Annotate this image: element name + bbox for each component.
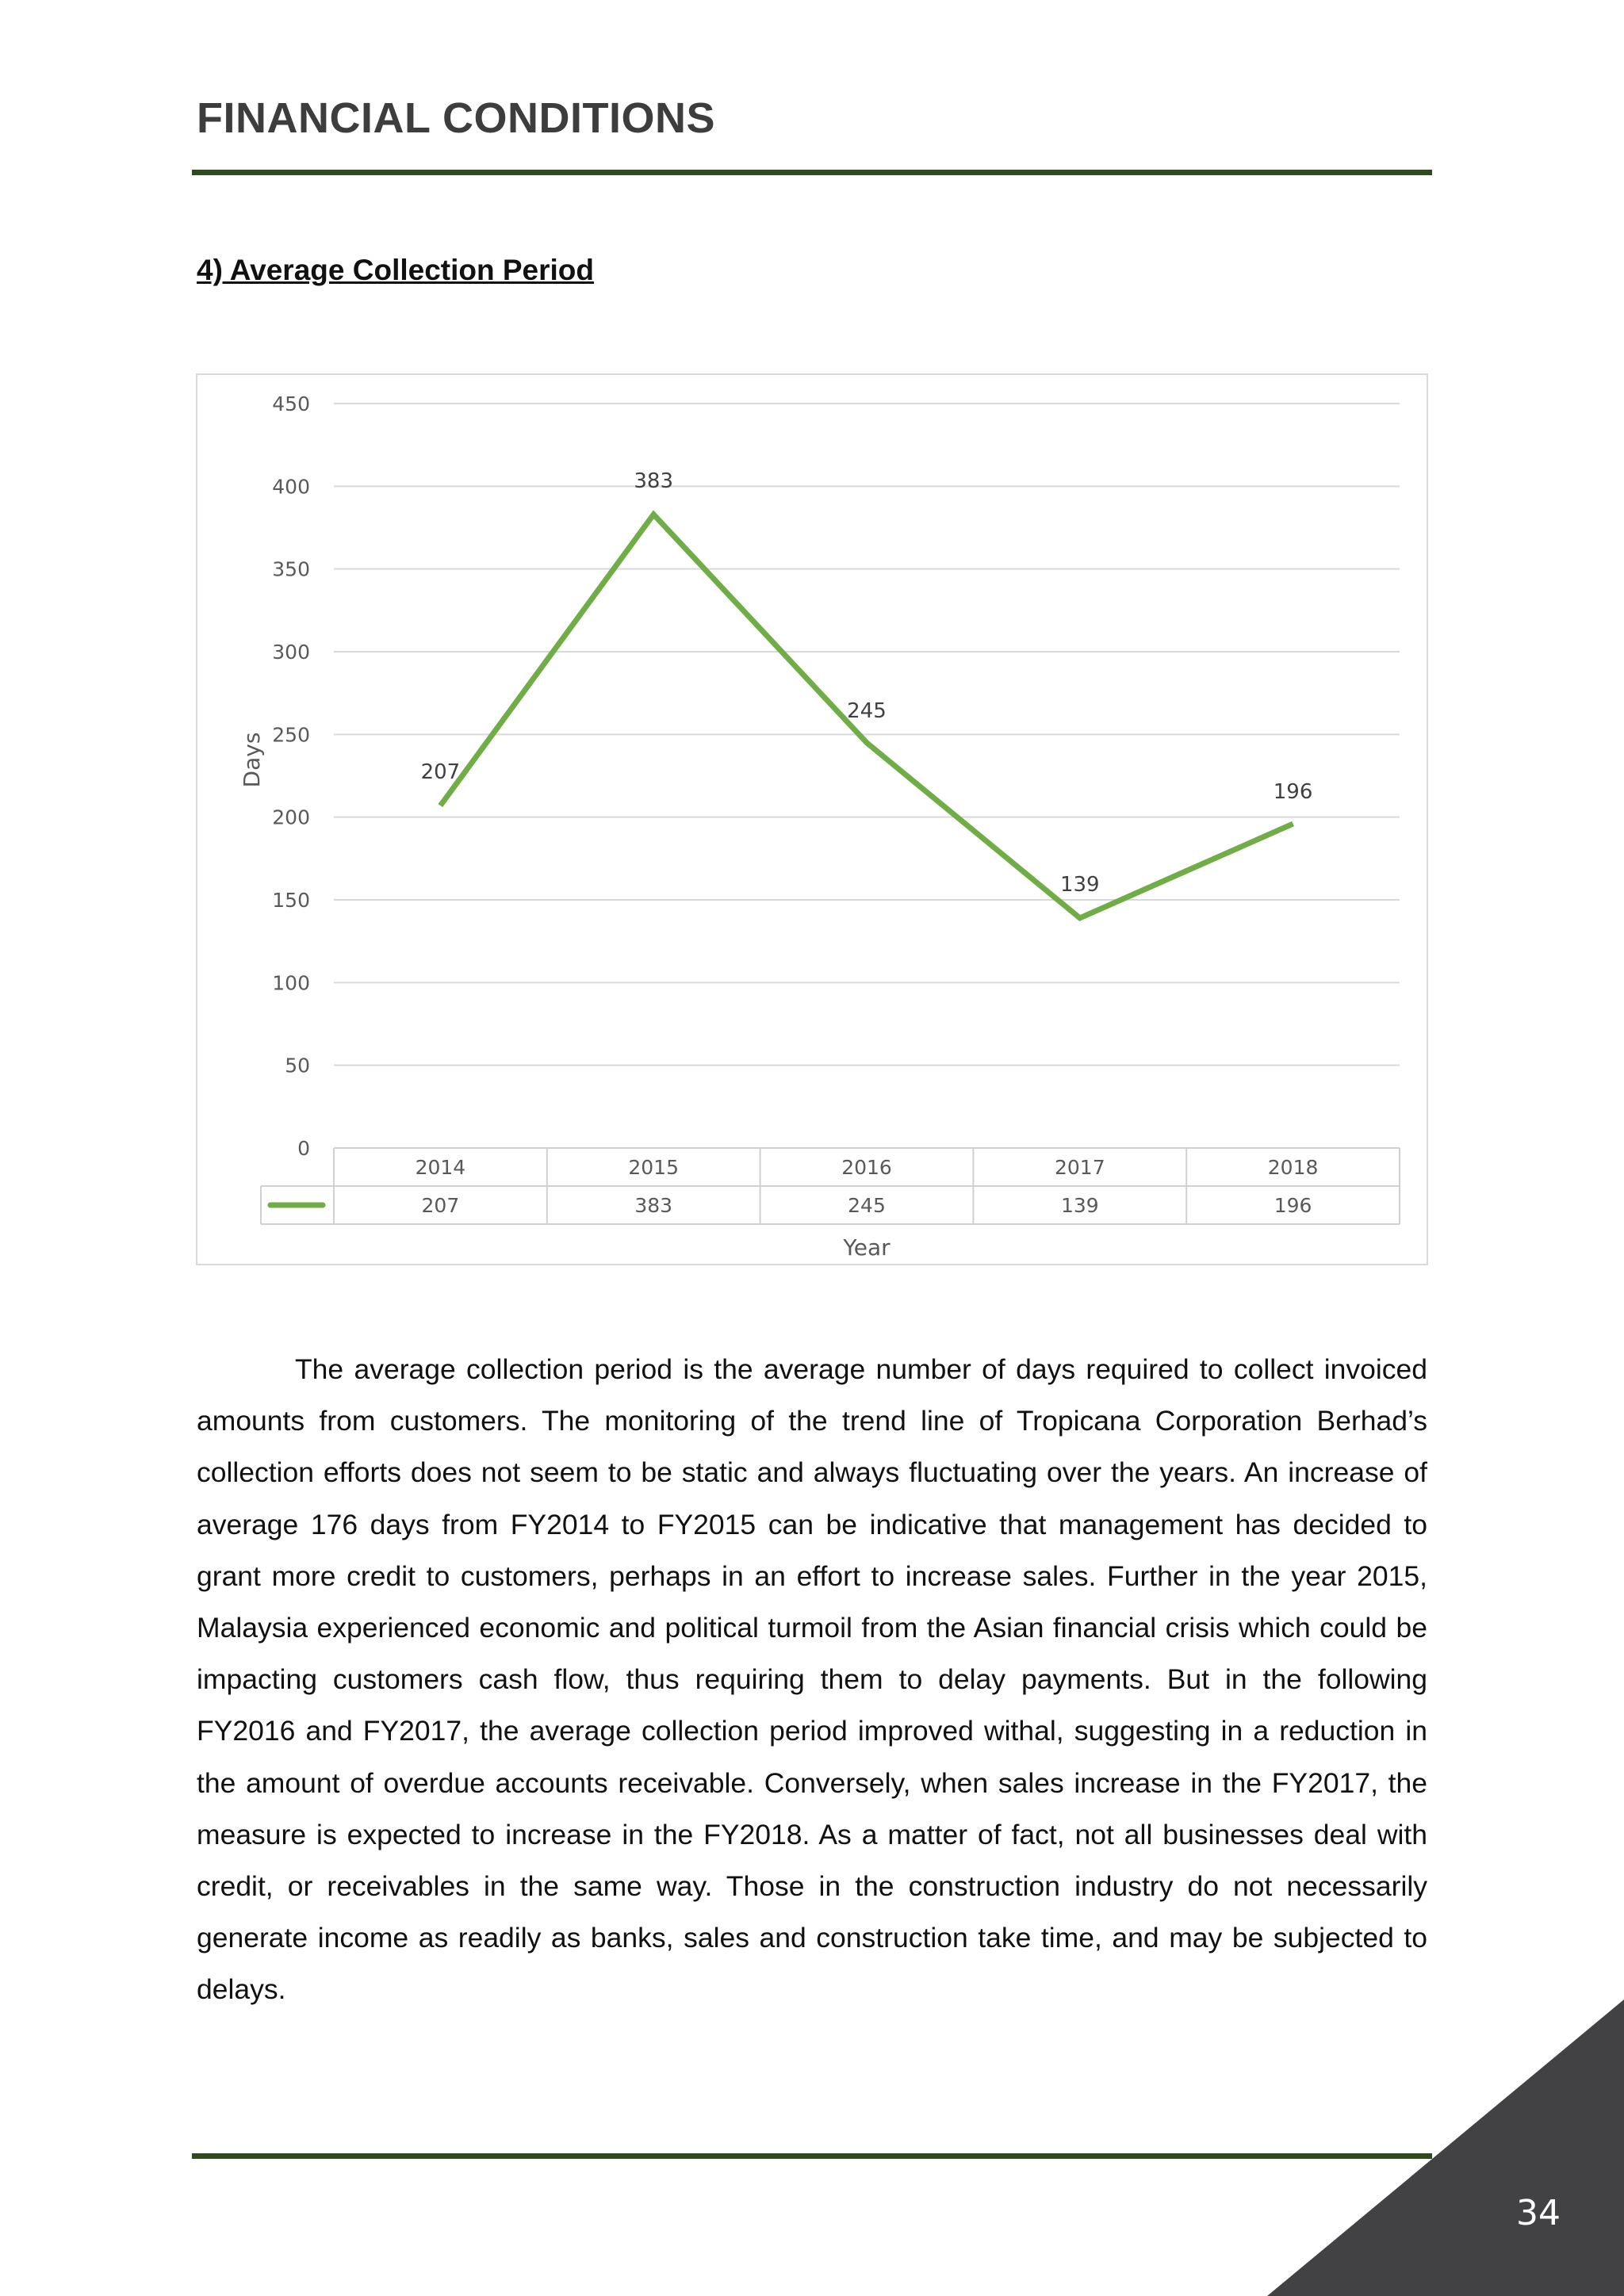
chart-canvas <box>197 375 1427 1264</box>
data-label: 245 <box>847 698 887 723</box>
header-rule <box>192 170 1432 175</box>
x-tick-label: 2014 <box>415 1156 466 1179</box>
y-axis-title: Days <box>239 732 265 788</box>
y-tick-label: 450 <box>272 392 310 415</box>
body-paragraph <box>197 1344 1427 2016</box>
data-table-value: 245 <box>848 1194 886 1217</box>
data-table-value: 207 <box>421 1194 460 1217</box>
data-table-value: 139 <box>1060 1194 1099 1217</box>
x-tick-label: 2017 <box>1054 1156 1105 1179</box>
data-label: 139 <box>1059 872 1100 897</box>
corner-triangle-shape <box>1267 1999 1624 2296</box>
y-tick-label: 100 <box>272 971 310 995</box>
data-label: 196 <box>1273 780 1313 805</box>
x-tick-label: 2016 <box>841 1156 892 1179</box>
data-table-value: 196 <box>1274 1194 1312 1217</box>
page-number: 34 <box>1516 2193 1561 2233</box>
x-tick-label: 2018 <box>1267 1156 1319 1179</box>
page-title: FINANCIAL CONDITIONS <box>197 94 715 142</box>
data-label: 383 <box>634 469 674 493</box>
x-tick-label: 2015 <box>628 1156 680 1179</box>
x-axis-title: Year <box>843 1234 891 1261</box>
footer-rule <box>192 2153 1432 2159</box>
y-tick-label: 50 <box>285 1054 310 1077</box>
corner-triangle <box>1267 1999 1624 2296</box>
y-tick-label: 150 <box>272 889 310 912</box>
y-tick-label: 400 <box>272 475 310 499</box>
y-tick-label: 300 <box>272 641 310 664</box>
y-tick-label: 250 <box>272 723 310 747</box>
data-label: 207 <box>420 760 461 785</box>
y-tick-label: 200 <box>272 806 310 829</box>
section-heading: 4) Average Collection Period <box>197 254 594 286</box>
y-tick-label: 0 <box>297 1137 310 1160</box>
y-tick-label: 350 <box>272 557 310 581</box>
body-paragraph-text: The average collection period is the average number of days required to collect invoiced amounts from customers. The monitoring of the trend line of Tropicana Corporation Berhad’s collection efforts does not seem to be static and always fluctuating over the years. An increase of average 176 days from FY2014 to FY2015 can be indicative that management has decided to grant more credit to customers, perhaps in an effort to increase sales. Further in the year 2015, Malaysia experienced economic and political turmoil from the Asian financial crisis which could be impacting customers cash flow, thus requiring them to delay payments. But in the following FY2016 and FY2017, the average collection period improved withal, suggesting in a reduction in the amount of overdue accounts receivable. Conversely, when sales increase in the FY2017, the measure is expected to increase in the FY2018. As a matter of fact, not all businesses deal with credit, or receivables in the same way. Those in the construction industry do not necessarily generate income as readily as banks, sales and construction take time, and may be subjected to delays. <box>197 1353 1427 2006</box>
data-table-value: 383 <box>634 1194 673 1217</box>
collection-period-chart <box>196 373 1428 1265</box>
